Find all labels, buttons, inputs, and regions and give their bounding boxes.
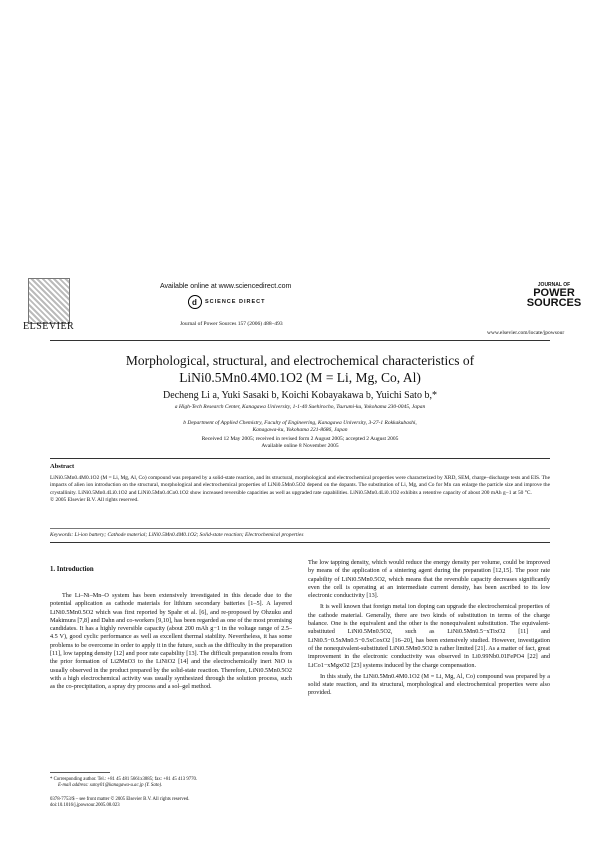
section-heading: 1. Introduction (50, 566, 94, 573)
publisher-name: ELSEVIER (23, 321, 75, 332)
intro-paragraph-3: It is well known that foreign metal ion doping can upgrade the electrochemical properties of the cathode material. Generally, there are two kinds of substitution in terms of the charge balance. One is the equivalent and the other is the nonequivalent substitution. The equivalent-substituted LiNi0.5Mn0.5O2, such as LiNi0.5Mn0.5−xTixO2 [11] and LiNi0.5−0.5xMn0.5−0.5xCoxO2 [16–20], has been extensively studied. However, investigation of the nonequivalent-substituted LiNi0.5Mn0.5O2 is rather limited [21]. As a matter of fact, great improvement in the electronic conductivity was observed in Li0.99Nb0.01FePO4 [22] and LiCo1−xMgxO2 [23] systems induced by the charge compensation. (308, 603, 550, 669)
title-line-1: Morphological, structural, and electrochemical characteristics of (125, 353, 475, 368)
journal-url[interactable]: www.elsevier.com/locate/jpowsour (487, 330, 565, 336)
abstract-heading: Abstract (50, 463, 75, 470)
footnote-rule (50, 772, 110, 773)
journal-logo (525, 282, 583, 320)
journal-reference: Journal of Power Sources 157 (2006) 488–493 (180, 321, 283, 327)
journal-logo-small: JOURNAL OF (537, 282, 571, 288)
article-dates (50, 436, 550, 450)
sciencedirect-logo-text: SCIENCE DIRECT (205, 299, 266, 305)
available-date: Available online 8 November 2005 (261, 443, 339, 449)
issn-block (50, 797, 350, 810)
sciencedirect-logo (188, 295, 265, 309)
affiliation-a: a High-Tech Research Center, Kanagawa University, 1-1-40 Suehirocho, Tsurumi-ku, Yokohama 230-0045, Japan (174, 404, 426, 410)
abstract-copyright: © 2005 Elsevier B.V. All rights reserved. (50, 496, 139, 503)
article-title (50, 352, 550, 386)
doi-line[interactable]: doi:10.1016/j.jpowsour.2005.08.023 (50, 803, 120, 809)
intro-paragraph-4: In this study, the LiNi0.5Mn0.4M0.1O2 (M = Li, Mg, Al, Co) compound was prepared by a solid state reaction, and its structural, morphological and electrochemical properties were also provided. (308, 672, 550, 697)
elsevier-tree-logo (28, 278, 70, 324)
intro-paragraph-2: The low tapping density, which would reduce the energy density per volume, could be improved by means of the application of a sintering agent during the preparation [12,15]. The poor rate capability of LiNi0.5Mn0.5O2, which means that the reversible capacity decreases significantly even the cell is operating at an intermediate current density, has been ascribed to its low electronic conductivity [13]. (308, 559, 550, 600)
journal-logo-sources: SOURCES (526, 297, 582, 309)
abstract-top-divider (50, 458, 550, 459)
affiliation-b: b Department of Applied Chemistry, Faculty of Engineering, Kanagawa University, 3-27-1 Rokkakubashi, Kanagawa-ku, Yokohama 221-8686, Japan (183, 420, 417, 433)
abstract-body (50, 475, 550, 504)
title-line-2: LiNi0.5Mn0.4M0.1O2 (M = Li, Mg, Co, Al) (179, 370, 421, 385)
corresponding-author-footnote: * Corresponding author. Tel.: +81 45 481 5661x3885; fax: +81 45 413 9770. (50, 777, 198, 782)
header-divider (50, 340, 550, 341)
keywords-divider (50, 528, 550, 529)
left-column (50, 592, 292, 695)
email-footnote: E-mail address: satoy01@kanagawa-u.ac.jp (Y. Sato). (58, 783, 163, 789)
author-list: Decheng Li a, Yuki Sasaki b, Koichi Kobayakawa b, Yuichi Sato b,* (163, 390, 437, 401)
right-column (308, 559, 550, 701)
intro-paragraph-1: The Li–Ni–Mn–O system has been extensively investigated in this decade due to the potential application as cathode materials for lithium secondary batteries [1–5]. A layered LiNi0.5Mn0.5O2 which was first reported by Spahr et al. [6], and re-proposed by Ohzuku and Makimura [7,8] and Dahn and co-workers [9,10], has been regarded as one of the most promising candidates. It has a highly reversible capacity (about 200 mAh g−1 in the voltage range of 2.5–4.5 V), good cyclic performance as well as excellent thermal stability. Nevertheless, it has some problems to be overcome in order to apply it in the future, such as the difficulty in the preparation [11], low tapping density [12] and poor rate capability [13]. The difficult preparation results from the prior formation of Li2MnO3 to the LiNiO2 [14] and the electrochemically inert NiO is usually observed in the product prepared by the solid-state reaction. Therefore, LiNi0.5Mn0.5O2 with a high electrochemical activity was usually synthesized through the solution process, such as the co-precipitation, a spray dry process and a sol–gel method. (50, 592, 292, 691)
received-dates: Received 12 May 2005; received in revised form 2 August 2005; accepted 2 August 2005 (201, 436, 399, 442)
issn-line: 0378-7753/$ – see front matter © 2005 Elsevier B.V. All rights reserved. (50, 797, 190, 802)
sciencedirect-d-icon: d (188, 295, 202, 309)
keywords: Keywords: Li-ion battery; Cathode material; LiNi0.5Mn0.4M0.1O2; Solid-state reaction; Electrochemical properties (50, 532, 304, 538)
available-online-text[interactable]: Available online at www.sciencedirect.com (160, 283, 292, 290)
abstract-text: LiNi0.5Mn0.4M0.1O2 (M = Li, Mg, Al, Co) compound was prepared by a solid-state reaction, and its structural, morphological and electrochemical properties were characterized by XRD, SEM, charge–discharge tests and EIS. The impacts of alien ion introduction on the structural, morphological and electrochemical properties of LiNi0.5Mn0.5O2 depend on the dopants. The substitution of Li, Mg, and Co for Mn can enlarge the particle size and improve the crystallinity. LiNi0.5Mn0.4Li0.1O2 and LiNi0.5Mn0.4Co0.1O2 show increased reversible capacities as well as upgraded rate capabilities. LiNi0.5Mn0.4Li0.1O2 exhibits a retentive capacity of about 200 mAh g−1 at 50 °C. (50, 475, 550, 496)
journal-logo-power: POWER (533, 287, 575, 299)
footnotes (50, 777, 292, 790)
body-top-divider (50, 542, 550, 543)
